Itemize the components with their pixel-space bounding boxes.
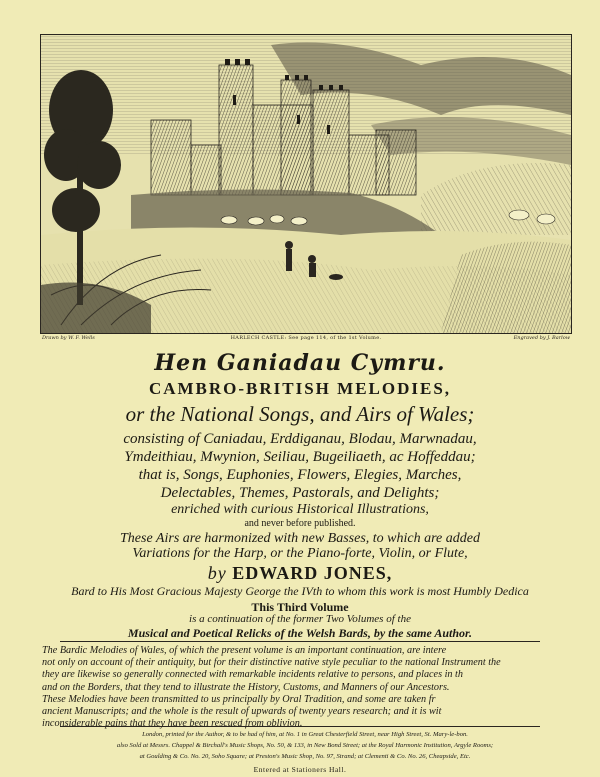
paragraph-line: they are likewise so generally connected with remarkable incidents relative to persons, and places in th [42,669,463,681]
divider [60,641,540,642]
harmonized-line-1: These Airs are harmonized with new Basses, to which are added [120,531,480,546]
engraving-caption [42,335,570,345]
description-line-1: consisting of Caniadau, Erddiganau, Blodau, Marwnadau, [123,431,477,447]
volume-label: This Third Volume [251,600,349,614]
harlech-castle-engraving [40,34,572,334]
paragraph-line: and on the Borders, that they tend to illustrate the History, Customs, and Manners of our Ancestors. [42,681,450,693]
description-line-3: that is, Songs, Euphonies, Flowers, Elegies, Marches, [138,467,462,483]
bardic-paragraph [42,645,570,730]
imprint [40,729,570,762]
author-name: EDWARD JONES, [232,563,393,583]
subtitle: or the National Songs, and Airs of Wales; [125,402,475,426]
paragraph-line: not only on account of their antiquity, but for their distinctive native style peculiar to the national Instrument the [42,657,501,669]
dedication: Bard to His Most Gracious Majesty George the IVth to whom this work is most Humbly Dedica [71,584,529,598]
description-line-5: enriched with curious Historical Illustrations, [171,502,429,517]
paragraph-line: These Melodies have been transmitted to us principally by Oral Tradition, and some are taken fr [42,693,436,705]
welsh-title: Hen Ganiadau Cymru. [154,350,446,376]
castle-illustration [41,35,571,333]
imprint-line: London, printed for the Author, & to be had of him, at No. 1 in Great Chesterfield Street, near High Street, St. Mary-le-bon. [142,731,468,738]
relicks-title: Musical and Poetical Relicks of the Welsh Bards, by the same Author. [127,626,473,640]
harmonized-line-2: Variations for the Harp, or the Piano-forte, Violin, or Flute, [132,546,468,561]
drawn-by-credit: Drawn by W. F. Wells [42,335,95,341]
imprint-line: also Sold at Messrs. Chappel & Birchall's Music Shops, No. 50, & 133, in New Bond Street; at the Royal Harmonic Institution, Argyle Rooms; [116,742,494,749]
paragraph-line: The Bardic Melodies of Wales, of which the present volume is an important continuation, are intere [42,645,447,656]
never-published: and never before published. [244,518,356,529]
paragraph-line: ancient Manuscripts; and the whole is the result of upwards of twenty years research; and it is wit [42,706,442,718]
author-line [0,563,600,584]
continuation-line: is a continuation of the former Two Volumes of the [189,613,411,625]
imprint-line: at Goulding & Co. No. 20, Soho Square; at Preston's Music Shop, No. 97, Strand; at Clementi & Co. No. 26, Cheapside, Etc. [139,753,471,760]
engraving-title-caption: HARLECH CASTLE: See page 114, of the 1st Volume. [230,335,382,341]
description-line-2: Ymdeithiau, Mwynion, Seiliau, Bugeiliaeth, ac Hoffeddau; [124,449,476,465]
description-line-4: Delectables, Themes, Pastorals, and Delights; [160,485,440,501]
paragraph-line: inconsiderable pains that they have been rescued from oblivion. [42,718,303,730]
divider [60,726,540,727]
main-title: CAMBRO-BRITISH MELODIES, [148,379,452,398]
engraved-by-credit: Engraved by J. Barlow [513,335,570,341]
entered-stationers-hall: Entered at Stationers Hall. [253,765,347,774]
by-word: by [207,563,227,583]
